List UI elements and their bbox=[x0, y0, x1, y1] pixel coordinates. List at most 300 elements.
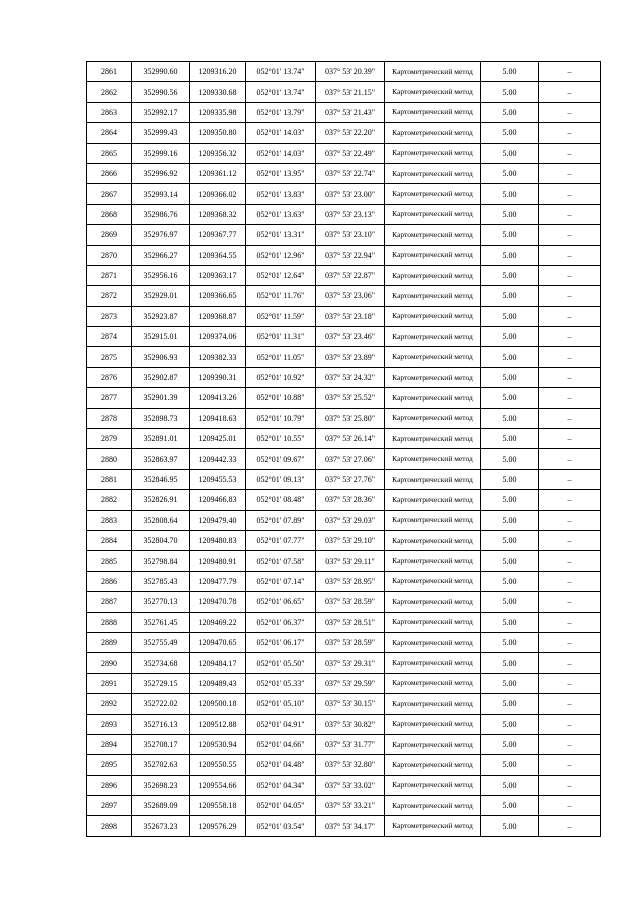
longitude-cell: 037° 53' 24.32" bbox=[316, 367, 385, 387]
note-cell: – bbox=[539, 286, 601, 306]
latitude-cell: 052°01' 03.54" bbox=[246, 816, 316, 836]
point-number-cell: 2872 bbox=[87, 286, 132, 306]
method-cell: Картометрический метод bbox=[385, 429, 481, 449]
accuracy-cell: 5.00 bbox=[481, 408, 539, 428]
y-coordinate-cell: 1209316.20 bbox=[190, 62, 246, 82]
y-coordinate-cell: 1209361.12 bbox=[190, 163, 246, 183]
longitude-cell: 037° 53' 29.31" bbox=[316, 653, 385, 673]
x-coordinate-cell: 352689.09 bbox=[132, 796, 190, 816]
method-cell: Картометрический метод bbox=[385, 143, 481, 163]
latitude-cell: 052°01' 10.88" bbox=[246, 388, 316, 408]
latitude-cell: 052°01' 10.79" bbox=[246, 408, 316, 428]
point-number-cell: 2893 bbox=[87, 714, 132, 734]
note-cell: – bbox=[539, 163, 601, 183]
latitude-cell: 052°01' 13.79" bbox=[246, 102, 316, 122]
latitude-cell: 052°01' 08.48" bbox=[246, 490, 316, 510]
latitude-cell: 052°01' 04.48" bbox=[246, 755, 316, 775]
x-coordinate-cell: 352729.15 bbox=[132, 673, 190, 693]
accuracy-cell: 5.00 bbox=[481, 388, 539, 408]
table-row bbox=[87, 673, 601, 693]
table-row bbox=[87, 510, 601, 530]
latitude-cell: 052°01' 12.64" bbox=[246, 265, 316, 285]
note-cell: – bbox=[539, 694, 601, 714]
note-cell: – bbox=[539, 123, 601, 143]
note-cell: – bbox=[539, 551, 601, 571]
method-cell: Картометрический метод bbox=[385, 102, 481, 122]
longitude-cell: 037° 53' 28.51" bbox=[316, 612, 385, 632]
y-coordinate-cell: 1209366.65 bbox=[190, 286, 246, 306]
latitude-cell: 052°01' 13.74" bbox=[246, 62, 316, 82]
note-cell: – bbox=[539, 510, 601, 530]
latitude-cell: 052°01' 11.05" bbox=[246, 347, 316, 367]
y-coordinate-cell: 1209480.83 bbox=[190, 530, 246, 550]
accuracy-cell: 5.00 bbox=[481, 694, 539, 714]
accuracy-cell: 5.00 bbox=[481, 347, 539, 367]
note-cell: – bbox=[539, 571, 601, 591]
y-coordinate-cell: 1209425.01 bbox=[190, 429, 246, 449]
y-coordinate-cell: 1209442.33 bbox=[190, 449, 246, 469]
note-cell: – bbox=[539, 388, 601, 408]
latitude-cell: 052°01' 10.92" bbox=[246, 367, 316, 387]
note-cell: – bbox=[539, 632, 601, 652]
accuracy-cell: 5.00 bbox=[481, 490, 539, 510]
table-row bbox=[87, 367, 601, 387]
method-cell: Картометрический метод bbox=[385, 367, 481, 387]
latitude-cell: 052°01' 06.37" bbox=[246, 612, 316, 632]
longitude-cell: 037° 53' 22.49" bbox=[316, 143, 385, 163]
longitude-cell: 037° 53' 33.21" bbox=[316, 796, 385, 816]
latitude-cell: 052°01' 14.03" bbox=[246, 143, 316, 163]
note-cell: – bbox=[539, 225, 601, 245]
latitude-cell: 052°01' 14.03" bbox=[246, 123, 316, 143]
note-cell: – bbox=[539, 653, 601, 673]
method-cell: Картометрический метод bbox=[385, 632, 481, 652]
accuracy-cell: 5.00 bbox=[481, 327, 539, 347]
table-row bbox=[87, 449, 601, 469]
accuracy-cell: 5.00 bbox=[481, 653, 539, 673]
longitude-cell: 037° 53' 23.10" bbox=[316, 225, 385, 245]
accuracy-cell: 5.00 bbox=[481, 123, 539, 143]
table-row bbox=[87, 490, 601, 510]
x-coordinate-cell: 352898.73 bbox=[132, 408, 190, 428]
method-cell: Картометрический метод bbox=[385, 62, 481, 82]
accuracy-cell: 5.00 bbox=[481, 286, 539, 306]
accuracy-cell: 5.00 bbox=[481, 714, 539, 734]
x-coordinate-cell: 352755.49 bbox=[132, 632, 190, 652]
latitude-cell: 052°01' 13.95" bbox=[246, 163, 316, 183]
latitude-cell: 052°01' 05.50" bbox=[246, 653, 316, 673]
note-cell: – bbox=[539, 714, 601, 734]
note-cell: – bbox=[539, 102, 601, 122]
point-number-cell: 2881 bbox=[87, 469, 132, 489]
x-coordinate-cell: 352891.01 bbox=[132, 429, 190, 449]
latitude-cell: 052°01' 07.58" bbox=[246, 551, 316, 571]
note-cell: – bbox=[539, 62, 601, 82]
longitude-cell: 037° 53' 22.20" bbox=[316, 123, 385, 143]
longitude-cell: 037° 53' 30.82" bbox=[316, 714, 385, 734]
latitude-cell: 052°01' 04.66" bbox=[246, 734, 316, 754]
point-number-cell: 2865 bbox=[87, 143, 132, 163]
point-number-cell: 2891 bbox=[87, 673, 132, 693]
table-row bbox=[87, 612, 601, 632]
table-row bbox=[87, 184, 601, 204]
method-cell: Картометрический метод bbox=[385, 82, 481, 102]
y-coordinate-cell: 1209330.68 bbox=[190, 82, 246, 102]
accuracy-cell: 5.00 bbox=[481, 82, 539, 102]
point-number-cell: 2883 bbox=[87, 510, 132, 530]
x-coordinate-cell: 352722.02 bbox=[132, 694, 190, 714]
y-coordinate-cell: 1209558.18 bbox=[190, 796, 246, 816]
x-coordinate-cell: 352863.97 bbox=[132, 449, 190, 469]
latitude-cell: 052°01' 07.89" bbox=[246, 510, 316, 530]
longitude-cell: 037° 53' 27.06" bbox=[316, 449, 385, 469]
method-cell: Картометрический метод bbox=[385, 123, 481, 143]
table-row bbox=[87, 306, 601, 326]
note-cell: – bbox=[539, 245, 601, 265]
method-cell: Картометрический метод bbox=[385, 592, 481, 612]
point-number-cell: 2885 bbox=[87, 551, 132, 571]
longitude-cell: 037° 53' 26.14" bbox=[316, 429, 385, 449]
method-cell: Картометрический метод bbox=[385, 796, 481, 816]
latitude-cell: 052°01' 10.55" bbox=[246, 429, 316, 449]
y-coordinate-cell: 1209550.55 bbox=[190, 755, 246, 775]
x-coordinate-cell: 352673.23 bbox=[132, 816, 190, 836]
x-coordinate-cell: 352826.91 bbox=[132, 490, 190, 510]
y-coordinate-cell: 1209335.98 bbox=[190, 102, 246, 122]
y-coordinate-cell: 1209512.88 bbox=[190, 714, 246, 734]
accuracy-cell: 5.00 bbox=[481, 592, 539, 612]
latitude-cell: 052°01' 04.34" bbox=[246, 775, 316, 795]
y-coordinate-cell: 1209413.26 bbox=[190, 388, 246, 408]
note-cell: – bbox=[539, 469, 601, 489]
longitude-cell: 037° 53' 22.87" bbox=[316, 265, 385, 285]
x-coordinate-cell: 352846.95 bbox=[132, 469, 190, 489]
note-cell: – bbox=[539, 429, 601, 449]
method-cell: Картометрический метод bbox=[385, 225, 481, 245]
note-cell: – bbox=[539, 327, 601, 347]
method-cell: Картометрический метод bbox=[385, 816, 481, 836]
point-number-cell: 2877 bbox=[87, 388, 132, 408]
x-coordinate-cell: 352976.97 bbox=[132, 225, 190, 245]
x-coordinate-cell: 352798.84 bbox=[132, 551, 190, 571]
table-row bbox=[87, 163, 601, 183]
point-number-cell: 2892 bbox=[87, 694, 132, 714]
coordinates-table bbox=[86, 61, 601, 837]
method-cell: Картометрический метод bbox=[385, 184, 481, 204]
x-coordinate-cell: 352716.13 bbox=[132, 714, 190, 734]
x-coordinate-cell: 352902.87 bbox=[132, 367, 190, 387]
method-cell: Картометрический метод bbox=[385, 734, 481, 754]
method-cell: Картометрический метод bbox=[385, 755, 481, 775]
x-coordinate-cell: 352698.23 bbox=[132, 775, 190, 795]
table-row bbox=[87, 347, 601, 367]
note-cell: – bbox=[539, 408, 601, 428]
y-coordinate-cell: 1209554.66 bbox=[190, 775, 246, 795]
table-row bbox=[87, 82, 601, 102]
x-coordinate-cell: 352986.76 bbox=[132, 204, 190, 224]
method-cell: Картометрический метод bbox=[385, 673, 481, 693]
table-row bbox=[87, 775, 601, 795]
latitude-cell: 052°01' 04.91" bbox=[246, 714, 316, 734]
method-cell: Картометрический метод bbox=[385, 347, 481, 367]
table-row bbox=[87, 714, 601, 734]
point-number-cell: 2897 bbox=[87, 796, 132, 816]
x-coordinate-cell: 352929.01 bbox=[132, 286, 190, 306]
method-cell: Картометрический метод bbox=[385, 286, 481, 306]
point-number-cell: 2876 bbox=[87, 367, 132, 387]
y-coordinate-cell: 1209390.31 bbox=[190, 367, 246, 387]
table-row bbox=[87, 734, 601, 754]
y-coordinate-cell: 1209500.18 bbox=[190, 694, 246, 714]
table-row bbox=[87, 551, 601, 571]
latitude-cell: 052°01' 09.67" bbox=[246, 449, 316, 469]
x-coordinate-cell: 352993.14 bbox=[132, 184, 190, 204]
latitude-cell: 052°01' 07.14" bbox=[246, 571, 316, 591]
latitude-cell: 052°01' 12.96" bbox=[246, 245, 316, 265]
latitude-cell: 052°01' 11.31" bbox=[246, 327, 316, 347]
accuracy-cell: 5.00 bbox=[481, 673, 539, 693]
y-coordinate-cell: 1209367.77 bbox=[190, 225, 246, 245]
method-cell: Картометрический метод bbox=[385, 408, 481, 428]
method-cell: Картометрический метод bbox=[385, 449, 481, 469]
longitude-cell: 037° 53' 32.80" bbox=[316, 755, 385, 775]
accuracy-cell: 5.00 bbox=[481, 367, 539, 387]
x-coordinate-cell: 352808.64 bbox=[132, 510, 190, 530]
coordinates-table-body bbox=[87, 62, 601, 837]
note-cell: – bbox=[539, 490, 601, 510]
longitude-cell: 037° 53' 29.59" bbox=[316, 673, 385, 693]
point-number-cell: 2861 bbox=[87, 62, 132, 82]
accuracy-cell: 5.00 bbox=[481, 796, 539, 816]
table-row bbox=[87, 429, 601, 449]
y-coordinate-cell: 1209363.17 bbox=[190, 265, 246, 285]
note-cell: – bbox=[539, 184, 601, 204]
table-row bbox=[87, 469, 601, 489]
note-cell: – bbox=[539, 816, 601, 836]
point-number-cell: 2896 bbox=[87, 775, 132, 795]
longitude-cell: 037° 53' 33.02" bbox=[316, 775, 385, 795]
longitude-cell: 037° 53' 21.15" bbox=[316, 82, 385, 102]
y-coordinate-cell: 1209366.02 bbox=[190, 184, 246, 204]
method-cell: Картометрический метод bbox=[385, 490, 481, 510]
latitude-cell: 052°01' 13.31" bbox=[246, 225, 316, 245]
latitude-cell: 052°01' 05.33" bbox=[246, 673, 316, 693]
y-coordinate-cell: 1209479.40 bbox=[190, 510, 246, 530]
longitude-cell: 037° 53' 29.11" bbox=[316, 551, 385, 571]
table-row bbox=[87, 204, 601, 224]
longitude-cell: 037° 53' 25.80" bbox=[316, 408, 385, 428]
latitude-cell: 052°01' 06.17" bbox=[246, 632, 316, 652]
y-coordinate-cell: 1209466.83 bbox=[190, 490, 246, 510]
longitude-cell: 037° 53' 25.52" bbox=[316, 388, 385, 408]
y-coordinate-cell: 1209364.55 bbox=[190, 245, 246, 265]
note-cell: – bbox=[539, 82, 601, 102]
point-number-cell: 2879 bbox=[87, 429, 132, 449]
table-row bbox=[87, 408, 601, 428]
y-coordinate-cell: 1209530.94 bbox=[190, 734, 246, 754]
point-number-cell: 2888 bbox=[87, 612, 132, 632]
latitude-cell: 052°01' 06.65" bbox=[246, 592, 316, 612]
method-cell: Картометрический метод bbox=[385, 530, 481, 550]
latitude-cell: 052°01' 13.74" bbox=[246, 82, 316, 102]
y-coordinate-cell: 1209480.91 bbox=[190, 551, 246, 571]
table-row bbox=[87, 62, 601, 82]
table-row bbox=[87, 265, 601, 285]
point-number-cell: 2898 bbox=[87, 816, 132, 836]
longitude-cell: 037° 53' 22.94" bbox=[316, 245, 385, 265]
x-coordinate-cell: 352990.60 bbox=[132, 62, 190, 82]
point-number-cell: 2862 bbox=[87, 82, 132, 102]
x-coordinate-cell: 352923.87 bbox=[132, 306, 190, 326]
longitude-cell: 037° 53' 23.06" bbox=[316, 286, 385, 306]
longitude-cell: 037° 53' 23.13" bbox=[316, 204, 385, 224]
y-coordinate-cell: 1209368.87 bbox=[190, 306, 246, 326]
accuracy-cell: 5.00 bbox=[481, 306, 539, 326]
point-number-cell: 2873 bbox=[87, 306, 132, 326]
method-cell: Картометрический метод bbox=[385, 653, 481, 673]
point-number-cell: 2890 bbox=[87, 653, 132, 673]
point-number-cell: 2875 bbox=[87, 347, 132, 367]
table-row bbox=[87, 327, 601, 347]
longitude-cell: 037° 53' 23.89" bbox=[316, 347, 385, 367]
point-number-cell: 2870 bbox=[87, 245, 132, 265]
method-cell: Картометрический метод bbox=[385, 694, 481, 714]
note-cell: – bbox=[539, 449, 601, 469]
method-cell: Картометрический метод bbox=[385, 551, 481, 571]
x-coordinate-cell: 352770.13 bbox=[132, 592, 190, 612]
longitude-cell: 037° 53' 28.36" bbox=[316, 490, 385, 510]
accuracy-cell: 5.00 bbox=[481, 245, 539, 265]
method-cell: Картометрический метод bbox=[385, 245, 481, 265]
accuracy-cell: 5.00 bbox=[481, 755, 539, 775]
longitude-cell: 037° 53' 23.46" bbox=[316, 327, 385, 347]
note-cell: – bbox=[539, 204, 601, 224]
x-coordinate-cell: 352901.39 bbox=[132, 388, 190, 408]
accuracy-cell: 5.00 bbox=[481, 734, 539, 754]
accuracy-cell: 5.00 bbox=[481, 265, 539, 285]
method-cell: Картометрический метод bbox=[385, 571, 481, 591]
point-number-cell: 2871 bbox=[87, 265, 132, 285]
accuracy-cell: 5.00 bbox=[481, 204, 539, 224]
table-row bbox=[87, 694, 601, 714]
table-row bbox=[87, 388, 601, 408]
accuracy-cell: 5.00 bbox=[481, 62, 539, 82]
accuracy-cell: 5.00 bbox=[481, 612, 539, 632]
x-coordinate-cell: 352992.17 bbox=[132, 102, 190, 122]
longitude-cell: 037° 53' 22.74" bbox=[316, 163, 385, 183]
note-cell: – bbox=[539, 265, 601, 285]
y-coordinate-cell: 1209382.33 bbox=[190, 347, 246, 367]
method-cell: Картометрический метод bbox=[385, 469, 481, 489]
x-coordinate-cell: 352761.45 bbox=[132, 612, 190, 632]
latitude-cell: 052°01' 04.05" bbox=[246, 796, 316, 816]
point-number-cell: 2869 bbox=[87, 225, 132, 245]
table-row bbox=[87, 796, 601, 816]
x-coordinate-cell: 352708.17 bbox=[132, 734, 190, 754]
longitude-cell: 037° 53' 31.77" bbox=[316, 734, 385, 754]
accuracy-cell: 5.00 bbox=[481, 530, 539, 550]
point-number-cell: 2878 bbox=[87, 408, 132, 428]
x-coordinate-cell: 352804.70 bbox=[132, 530, 190, 550]
point-number-cell: 2895 bbox=[87, 755, 132, 775]
accuracy-cell: 5.00 bbox=[481, 225, 539, 245]
accuracy-cell: 5.00 bbox=[481, 551, 539, 571]
x-coordinate-cell: 352702.63 bbox=[132, 755, 190, 775]
accuracy-cell: 5.00 bbox=[481, 163, 539, 183]
longitude-cell: 037° 53' 29.10" bbox=[316, 530, 385, 550]
point-number-cell: 2889 bbox=[87, 632, 132, 652]
y-coordinate-cell: 1209470.78 bbox=[190, 592, 246, 612]
accuracy-cell: 5.00 bbox=[481, 571, 539, 591]
y-coordinate-cell: 1209469.22 bbox=[190, 612, 246, 632]
point-number-cell: 2868 bbox=[87, 204, 132, 224]
accuracy-cell: 5.00 bbox=[481, 143, 539, 163]
note-cell: – bbox=[539, 673, 601, 693]
method-cell: Картометрический метод bbox=[385, 775, 481, 795]
latitude-cell: 052°01' 09.13" bbox=[246, 469, 316, 489]
point-number-cell: 2894 bbox=[87, 734, 132, 754]
table-row bbox=[87, 286, 601, 306]
y-coordinate-cell: 1209470.65 bbox=[190, 632, 246, 652]
note-cell: – bbox=[539, 592, 601, 612]
accuracy-cell: 5.00 bbox=[481, 816, 539, 836]
table-row bbox=[87, 571, 601, 591]
latitude-cell: 052°01' 07.77" bbox=[246, 530, 316, 550]
longitude-cell: 037° 53' 27.76" bbox=[316, 469, 385, 489]
table-row bbox=[87, 816, 601, 836]
accuracy-cell: 5.00 bbox=[481, 184, 539, 204]
point-number-cell: 2884 bbox=[87, 530, 132, 550]
point-number-cell: 2886 bbox=[87, 571, 132, 591]
table-row bbox=[87, 102, 601, 122]
latitude-cell: 052°01' 11.59" bbox=[246, 306, 316, 326]
method-cell: Картометрический метод bbox=[385, 612, 481, 632]
method-cell: Картометрический метод bbox=[385, 714, 481, 734]
note-cell: – bbox=[539, 796, 601, 816]
table-row bbox=[87, 653, 601, 673]
longitude-cell: 037° 53' 29.03" bbox=[316, 510, 385, 530]
accuracy-cell: 5.00 bbox=[481, 775, 539, 795]
x-coordinate-cell: 352996.92 bbox=[132, 163, 190, 183]
accuracy-cell: 5.00 bbox=[481, 429, 539, 449]
y-coordinate-cell: 1209489.43 bbox=[190, 673, 246, 693]
x-coordinate-cell: 352956.16 bbox=[132, 265, 190, 285]
point-number-cell: 2887 bbox=[87, 592, 132, 612]
method-cell: Картометрический метод bbox=[385, 163, 481, 183]
longitude-cell: 037° 53' 23.18" bbox=[316, 306, 385, 326]
x-coordinate-cell: 352915.01 bbox=[132, 327, 190, 347]
table-row bbox=[87, 530, 601, 550]
table-row bbox=[87, 123, 601, 143]
x-coordinate-cell: 352734.68 bbox=[132, 653, 190, 673]
method-cell: Картометрический метод bbox=[385, 204, 481, 224]
x-coordinate-cell: 352999.43 bbox=[132, 123, 190, 143]
x-coordinate-cell: 352990.56 bbox=[132, 82, 190, 102]
note-cell: – bbox=[539, 530, 601, 550]
x-coordinate-cell: 352966.27 bbox=[132, 245, 190, 265]
longitude-cell: 037° 53' 28.95" bbox=[316, 571, 385, 591]
y-coordinate-cell: 1209368.32 bbox=[190, 204, 246, 224]
longitude-cell: 037° 53' 21.43" bbox=[316, 102, 385, 122]
y-coordinate-cell: 1209374.06 bbox=[190, 327, 246, 347]
method-cell: Картометрический метод bbox=[385, 510, 481, 530]
y-coordinate-cell: 1209576.29 bbox=[190, 816, 246, 836]
y-coordinate-cell: 1209356.32 bbox=[190, 143, 246, 163]
longitude-cell: 037° 53' 28.59" bbox=[316, 632, 385, 652]
point-number-cell: 2867 bbox=[87, 184, 132, 204]
table-row bbox=[87, 632, 601, 652]
note-cell: – bbox=[539, 367, 601, 387]
